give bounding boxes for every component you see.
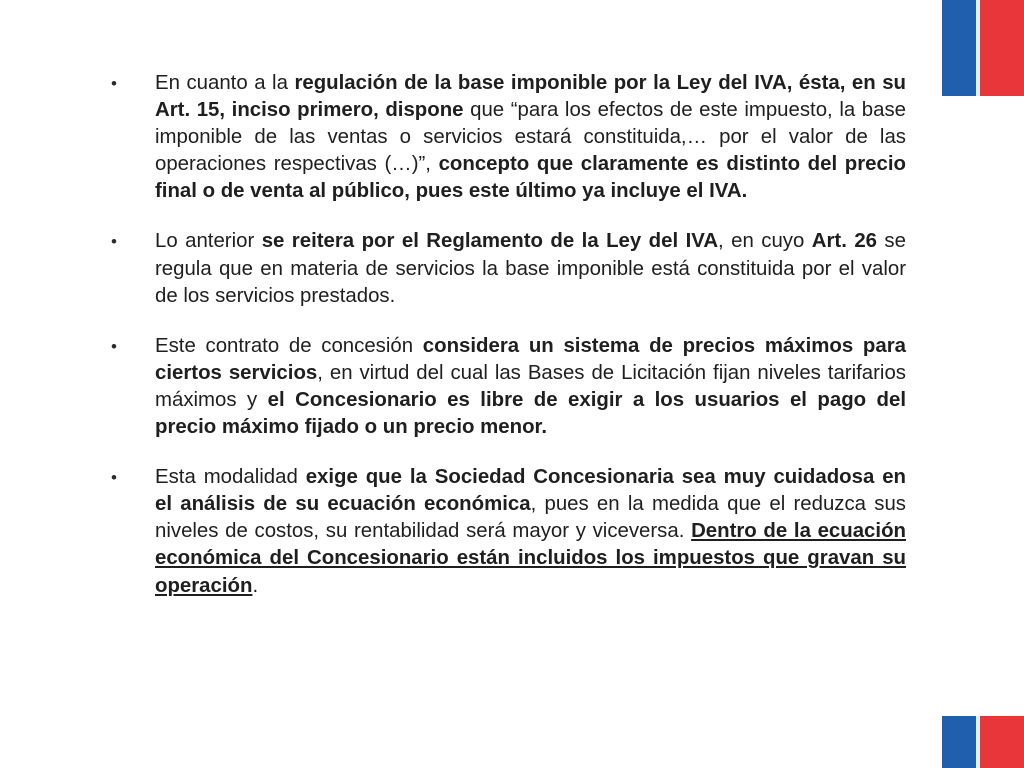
bullet-item <box>108 333 906 441</box>
text-segment: , pues en la medida que el reduzca sus niveles de costos, su rentabilidad será mayor y viceversa. <box>155 493 907 543</box>
bullet-list <box>108 70 906 623</box>
bullet-item <box>108 228 906 309</box>
bold-segment: se reitera por el Reglamento de la Ley del IVA <box>261 230 719 253</box>
bullet-item <box>108 70 906 205</box>
text-segment: En cuanto a la <box>155 72 295 94</box>
text-segment: . <box>252 574 259 597</box>
bold-segment: considera un sistema de precios máximos para ciertos servicios <box>155 334 907 384</box>
flag-stripe-top <box>942 0 1024 96</box>
flag-red-band <box>980 0 1024 96</box>
text-segment: Este contrato de concesión <box>155 334 423 357</box>
flag-stripe-bottom <box>942 716 1024 768</box>
bold-segment: concepto que claramente es distinto del precio final o de venta al público, pues este último ya incluye el IVA. <box>155 153 906 203</box>
underlined-text: Dentro de la ecuación económica del Concesionario están incluidos los impuestos que gravan su operación <box>155 520 906 597</box>
bold-segment: el Concesionario es libre de exigir a los usuarios el pago del precio máximo fijado o un precio menor. <box>155 388 906 439</box>
bullet-marker: • <box>111 468 117 488</box>
flag-red-band <box>980 716 1024 768</box>
bold-segment: regulación de la base imponible por la Ley del IVA, ésta, en su Art. 15, inciso primero, dispone <box>155 72 906 122</box>
text-segment: Esta modalidad <box>155 466 306 489</box>
bullet-marker: • <box>111 336 117 356</box>
text-segment: , en virtud del cual las Bases de Licitación fijan niveles tarifarios máximos y <box>155 361 906 411</box>
bullet-marker: • <box>111 232 117 252</box>
text-segment: , en cuyo <box>718 230 812 253</box>
flag-blue-band <box>942 0 980 96</box>
bold-segment: Art. 26 <box>811 230 877 253</box>
text-segment: que “para los efectos de este impuesto, la base imponible de las ventas o servicios estará constituida,… por el valor de las operaciones respectivas (…)”, <box>155 99 906 176</box>
text-segment: Lo anterior <box>155 230 262 253</box>
text-segment: se regula que en materia de servicios la base imponible está constituida por el valor de los servicios prestados. <box>155 230 906 307</box>
bullet-item <box>108 464 906 599</box>
flag-blue-band <box>942 716 980 768</box>
bullet-marker: • <box>111 74 117 93</box>
bold-segment: exige que la Sociedad Concesionaria sea muy cuidadosa en el análisis de su ecuación económica <box>155 466 906 516</box>
